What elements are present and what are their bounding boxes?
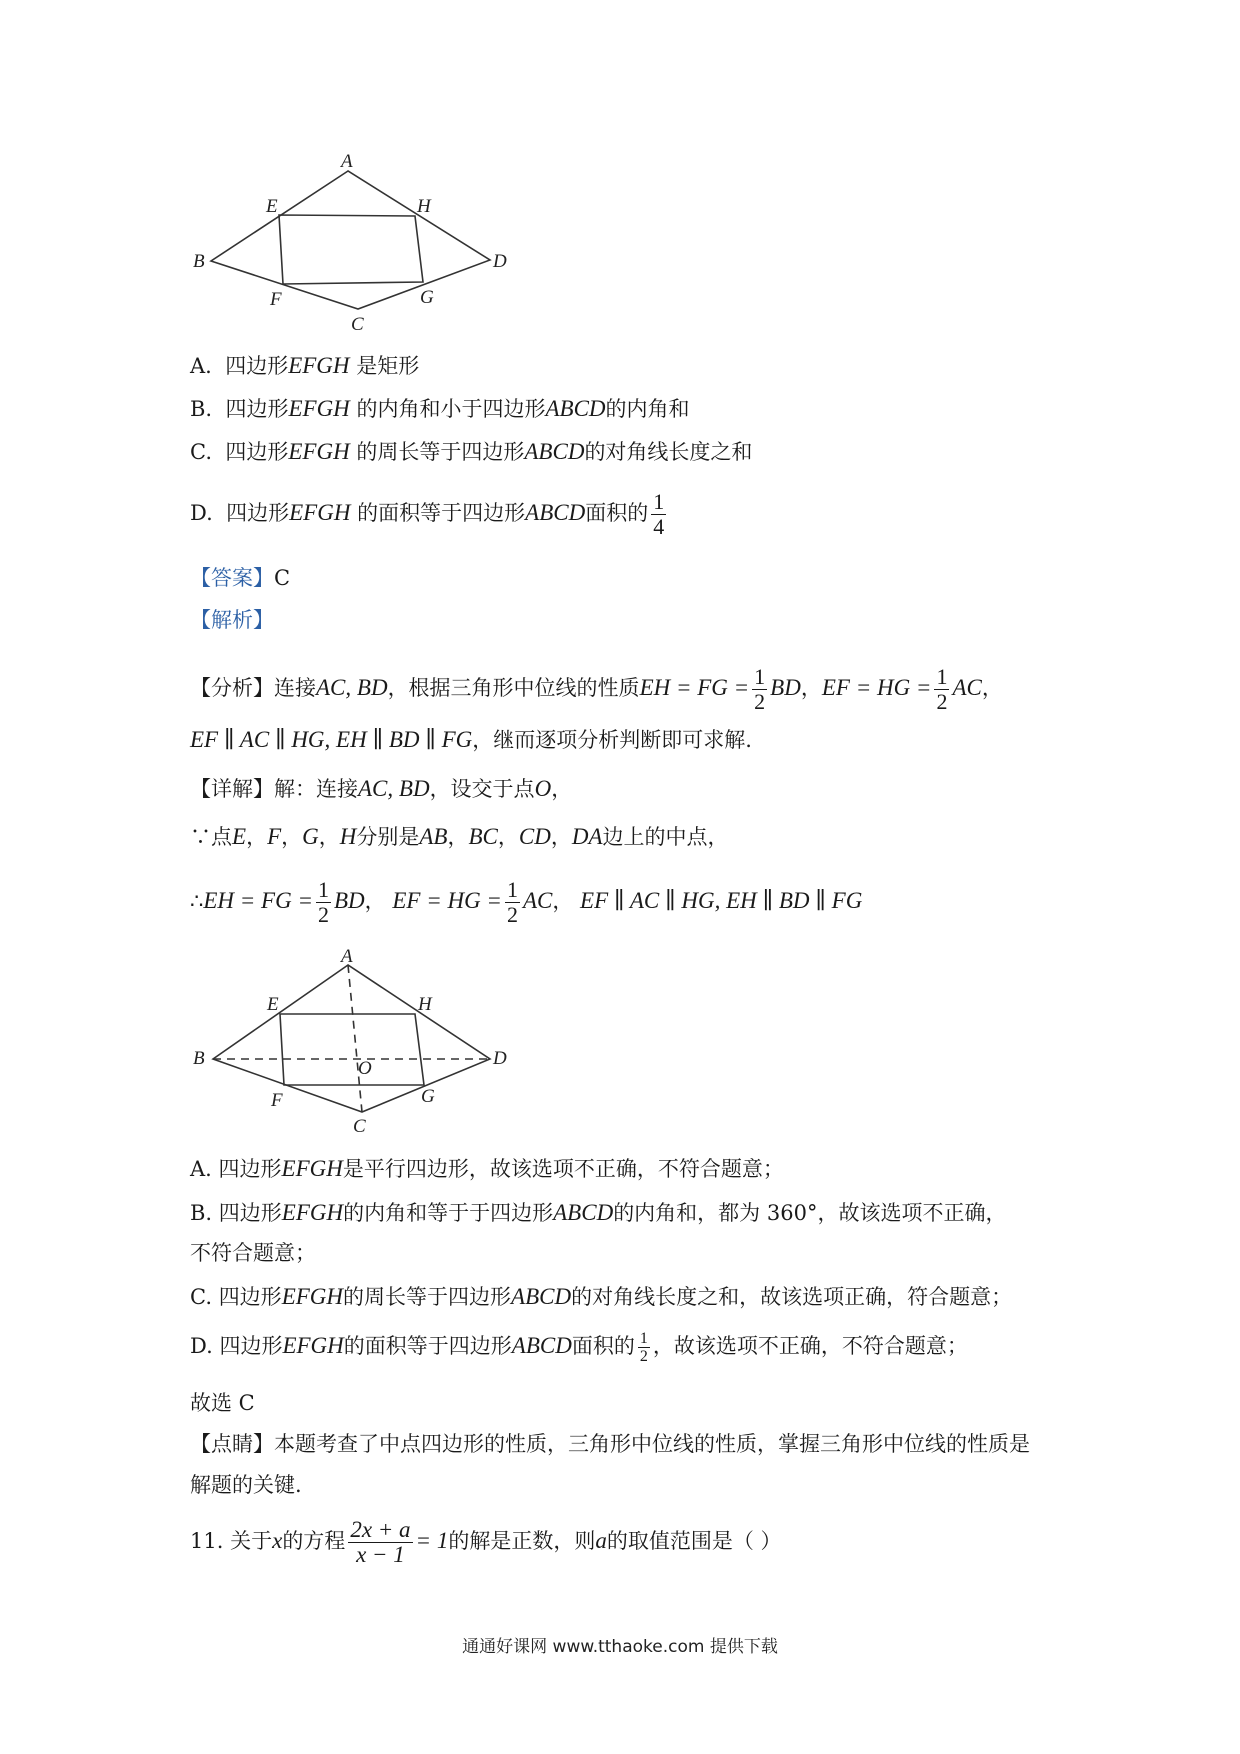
- label-A: A: [341, 946, 353, 967]
- reason-d: D. 四边形EFGH的面积等于四边形ABCD面积的 $\frac{1}{2}$ ，故该选项不正确，不符合题意；: [190, 1330, 968, 1365]
- figure-quadrilateral-2: [180, 940, 520, 1140]
- option-a: A. 四边形EFGH 是矩形: [190, 353, 420, 378]
- page-footer: 通通好课网 www.tthaoke.com 提供下载: [462, 1637, 778, 1657]
- fenxi-line-2: EF ∥ AC ∥ HG, EH ∥ BD ∥ FG，继而逐项分析判断即可求解.: [190, 727, 752, 752]
- label-H: H: [418, 994, 432, 1015]
- answer-line: [190, 563, 1120, 593]
- label-D: D: [493, 1048, 507, 1069]
- reason-b: B. 四边形EFGH的内角和等于于四边形ABCD的内角和，都为 360°，故该选项不正确，: [190, 1200, 1007, 1225]
- detail-line-1: 【详解】解：连接AC, BD，设交于点O，: [190, 776, 573, 801]
- label-A: A: [341, 151, 353, 172]
- dianjing-line-1: 【点睛】本题考查了中点四边形的性质，三角形中位线的性质，掌握三角形中位线的性质是: [190, 1432, 1030, 1456]
- answer-label: 【答案】: [190, 566, 274, 590]
- detail-line-2: ∵点E，F，G，H分别是AB，BC，CD，DA边上的中点，: [190, 824, 729, 849]
- option-b: B. 四边形EFGH 的内角和小于四边形ABCD的内角和: [190, 396, 690, 421]
- question-11: 11. 关于x的方程 $\frac{2x + a}{x - 1}$ = 1的解是正数，则a的取值范围是（ ）: [190, 1517, 782, 1567]
- label-E: E: [266, 196, 278, 217]
- analysis-label: 【解析】: [190, 608, 274, 632]
- label-E: E: [267, 994, 279, 1015]
- fraction-half: $\frac{1}{2}$: [639, 1330, 648, 1365]
- dianjing-line-2: 解题的关键.: [190, 1473, 302, 1497]
- fenxi-line-1: 【分析】连接AC, BD，根据三角形中位线的性质EH = FG = $\frac{1}{2}$ BD，EF = HG = $\frac{1}{2}$ AC，: [190, 664, 1003, 714]
- quad-efgh: [279, 215, 423, 284]
- quad-efgh: [280, 1014, 424, 1085]
- quad-abcd: [211, 171, 490, 309]
- diagonal-ac: [348, 965, 362, 1112]
- label-F: F: [271, 1090, 283, 1111]
- label-H: H: [417, 196, 431, 217]
- detail-line-3: ∴EH = FG = $\frac{1}{2}$ BD， EF = HG = $\frac{1}{2}$ AC， EF ∥ AC ∥ HG, EH ∥ BD ∥ FG: [190, 877, 863, 927]
- fraction-one-quarter: $\frac{1}{4}$: [653, 489, 665, 539]
- label-G: G: [420, 287, 434, 308]
- option-c: C. 四边形EFGH 的周长等于四边形ABCD的对角线长度之和: [190, 439, 753, 464]
- label-O: O: [358, 1058, 372, 1079]
- label-C: C: [351, 314, 364, 335]
- reason-a: A. 四边形EFGH是平行四边形，故该选项不正确，不符合题意；: [190, 1156, 784, 1181]
- label-B: B: [193, 251, 205, 272]
- option-d: D. 四边形EFGH 的面积等于四边形ABCD面积的 $\frac{1}{4}$: [190, 489, 665, 539]
- label-C: C: [353, 1116, 366, 1137]
- fraction-half: $\frac{1}{2}$: [936, 664, 948, 714]
- choose-line: 故选 C: [190, 1391, 255, 1415]
- answer-value: C: [274, 566, 291, 590]
- fraction-half: $\frac{1}{2}$: [506, 877, 518, 927]
- label-F: F: [270, 289, 282, 310]
- equation-fraction: $\frac{2x + a}{x - 1}$: [350, 1517, 411, 1567]
- quad-abcd: [213, 965, 490, 1112]
- label-D: D: [493, 251, 507, 272]
- figure-quadrilateral-1: [180, 140, 520, 340]
- reason-b-cont: 不符合题意；: [190, 1241, 316, 1265]
- label-G: G: [421, 1086, 435, 1107]
- reason-c: C. 四边形EFGH的周长等于四边形ABCD的对角线长度之和，故该选项正确，符合题意；: [190, 1284, 1013, 1309]
- label-B: B: [193, 1048, 205, 1069]
- fraction-half: $\frac{1}{2}$: [754, 664, 766, 714]
- fraction-half: $\frac{1}{2}$: [317, 877, 329, 927]
